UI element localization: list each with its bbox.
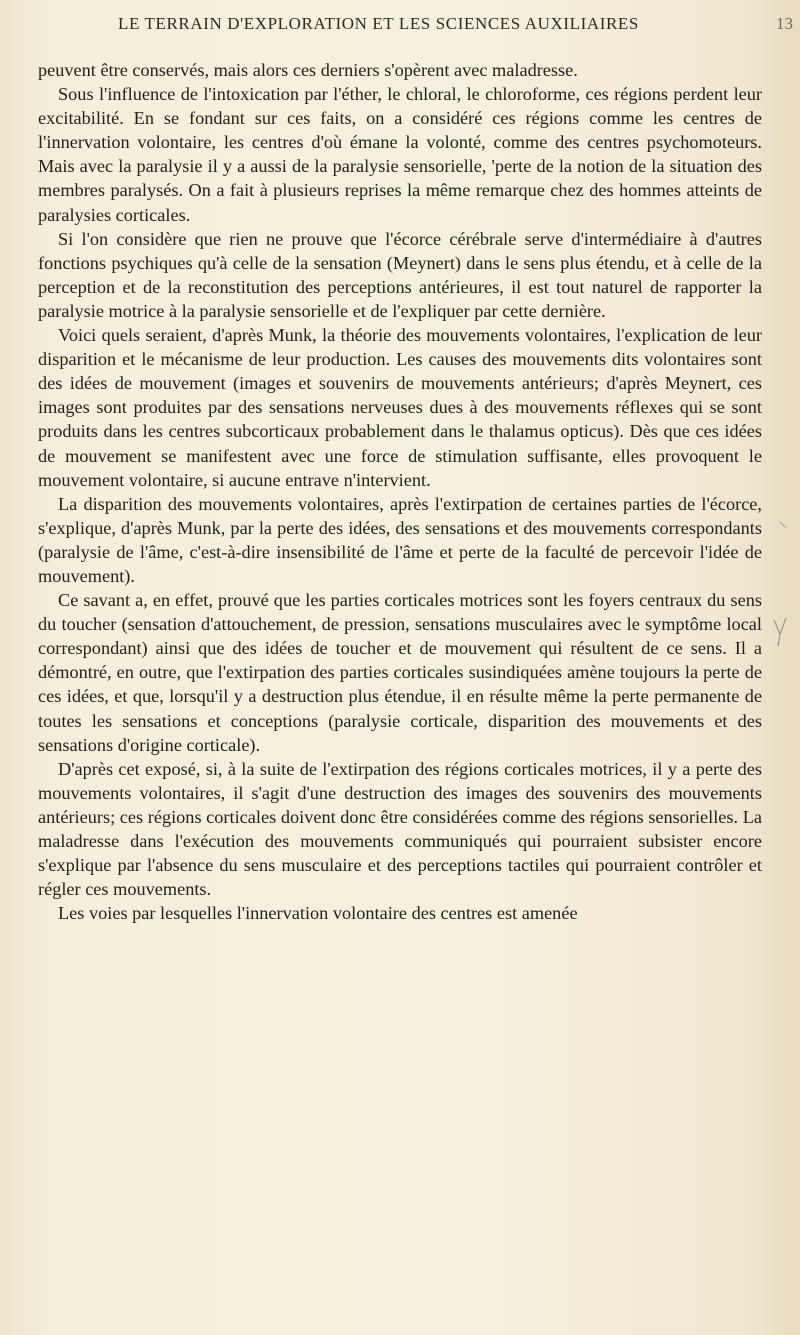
paragraph: D'après cet exposé, si, à la suite de l'extirpation des régions corticales motrices, il y a perte des mouvements volontaires, il s'agit d'une destruction des images des souvenirs des mouvements antérieurs; ces régions corticales doivent donc être considérées comme des régions sensorielles. La maladresse dans l'exécution des mouvements communiqués qui pourraient subsister encore s'explique par l'absence du sens musculaire et des perceptions tactiles qui pourraient contrôler et régler ces mouvements.	[38, 758, 762, 900]
paragraph: peuvent être conservés, mais alors ces derniers s'opèrent avec maladresse.	[38, 60, 578, 80]
margin-pencil-mark	[772, 614, 788, 650]
page-number: 13	[776, 14, 793, 33]
paragraph: Sous l'influence de l'intoxication par l'éther, le chloral, le chloroforme, ces régions perdent leur excitabilité. En se fondant sur ces faits, on a considéré ces régions comme les centres de l'innervation volontaire, les centres d'où émane la volonté, comme des centres psychomoteurs. Mais avec la paralysie il y a aussi de la paralysie sensorielle, 'perte de la notion de la situation des membres paralysés. On a fait à plusieurs reprises la même remarque chez des hommes atteints de paralysies corticales.	[38, 84, 762, 225]
body-text	[38, 58, 762, 925]
margin-pencil-tick	[778, 518, 790, 534]
running-header: LE TERRAIN D'EXPLORATION ET LES SCIENCES AUXILIAIRES	[118, 14, 639, 33]
paragraph: La disparition des mouvements volontaires, après l'extirpation de certaines parties de l'écorce, s'explique, d'après Munk, par la perte des idées, des sensations et des mouvements correspondants (paralysie de l'âme, c'est-à-dire insensibilité de l'âme et perte de la faculté de percevoir l'idée de mouvement).	[38, 493, 762, 586]
paragraph: Ce savant a, en effet, prouvé que les parties corticales motrices sont les foyers centraux du sens du toucher (sensation d'attouchement, de pression, sensations musculaires avec le symptôme local correspondant) ainsi que des idées de toucher et de mouvement qui résultent de ce sens. Il a démontré, en outre, que l'extirpation des parties corticales susindiquées amène toujours la perte de ces idées, et que, lorsqu'il y a destruction plus étendue, il en résulte même la perte permanente de toutes les sensations et conceptions (paralysie corticale, disparition des mouvements et des sensations d'origine corticale).	[38, 590, 762, 755]
paragraph: Voici quels seraient, d'après Munk, la théorie des mouvements volontaires, l'explication de leur disparition et le mécanisme de leur production. Les causes des mouvements dits volontaires sont des idées de mouvement (images et souvenirs de mouvements antérieurs; d'après Meynert, ces images sont produites par des sensations nerveuses dues à des mouvements réflexes qui se sont produits dans les centres subcorticaux probablement dans le thalamus opticus). Dès que ces idées de mouvement se manifestent avec une force de stimulation suffisante, elles provoquent le mouvement volontaire, si aucune entrave n'intervient.	[38, 325, 762, 490]
paragraph: Les voies par lesquelles l'innervation volontaire des centres est amenée	[58, 903, 578, 924]
paragraph: Si l'on considère que rien ne prouve que l'écorce cérébrale serve d'intermédiaire à d'autres fonctions psychiques qu'à celle de la sensation (Meynert) dans le sens plus étendu, et à celle de la perception et de la reconstitution des perceptions antérieures, il est tout naturel de rapporter la paralysie motrice à la paralysie sensorielle et de l'expliquer par cette dernière.	[38, 228, 762, 321]
